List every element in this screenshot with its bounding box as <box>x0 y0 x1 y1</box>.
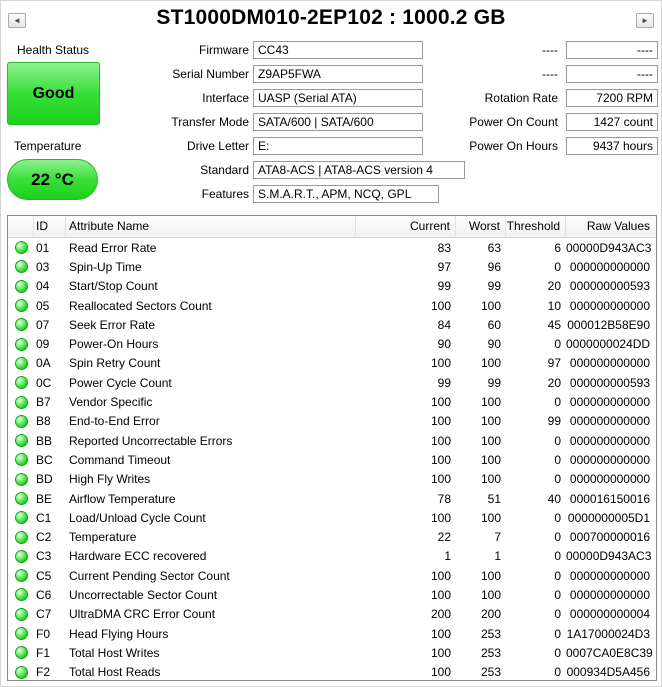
attr-current: 100 <box>430 452 451 467</box>
temperature-label: Temperature <box>14 139 82 153</box>
status-ok-led-icon <box>15 531 28 544</box>
attr-id: C1 <box>36 510 52 525</box>
transfer-mode-value: SATA/600 | SATA/600 <box>253 113 423 131</box>
attr-name: Seek Error Rate <box>69 317 156 332</box>
status-ok-led-icon <box>15 550 28 563</box>
attr-id: B8 <box>36 414 51 429</box>
firmware-label: Firmware <box>199 43 249 57</box>
row-status-cell <box>8 643 34 662</box>
rotation-rate-field <box>421 89 658 107</box>
smart-attribute-table <box>7 215 657 681</box>
attr-current: 100 <box>430 587 451 602</box>
table-row[interactable] <box>8 334 656 353</box>
attr-raw: 1A17000024D3 <box>566 626 650 641</box>
attr-raw: 000000000000 <box>569 568 650 583</box>
attr-threshold: 0 <box>554 510 561 525</box>
table-row[interactable] <box>8 527 656 546</box>
drive-letter-field <box>61 137 423 155</box>
attr-raw: 0000000024DD <box>566 337 651 352</box>
power-on-count-field <box>421 113 658 131</box>
unknown-field-1-label: ---- <box>542 43 558 57</box>
attr-worst: 96 <box>487 259 501 274</box>
col-header-status[interactable] <box>8 216 34 237</box>
attr-current: 100 <box>430 356 451 371</box>
attr-worst: 100 <box>480 587 501 602</box>
rotation-rate-value: 7200 RPM <box>566 89 658 107</box>
attr-raw: 000012B58E90 <box>567 317 650 332</box>
drive-letter-label: Drive Letter <box>186 139 249 153</box>
attr-threshold: 0 <box>554 530 561 545</box>
attr-name: High Fly Writes <box>69 472 151 487</box>
attr-name: Reallocated Sectors Count <box>69 298 212 313</box>
features-value: S.M.A.R.T., APM, NCQ, GPL <box>253 185 439 203</box>
attr-worst: 253 <box>480 665 501 680</box>
table-row[interactable] <box>8 431 656 450</box>
status-ok-led-icon <box>15 396 28 409</box>
status-ok-led-icon <box>15 588 28 601</box>
attr-name: Start/Stop Count <box>69 279 158 294</box>
health-status-button[interactable]: Good <box>7 62 100 125</box>
attr-current: 100 <box>430 510 451 525</box>
attr-raw: 000000000000 <box>569 452 650 467</box>
attr-raw: 000000000000 <box>569 433 650 448</box>
attr-raw: 0007CA0E8C39 <box>566 645 653 660</box>
smart-table-body <box>8 238 656 681</box>
status-ok-led-icon <box>15 299 28 312</box>
firmware-value: CC43 <box>253 41 423 59</box>
attr-name: Hardware ECC recovered <box>69 549 207 564</box>
table-row[interactable] <box>8 315 656 334</box>
standard-label: Standard <box>200 163 249 177</box>
attr-worst: 200 <box>480 607 501 622</box>
status-ok-led-icon <box>15 434 28 447</box>
row-status-cell <box>8 373 34 392</box>
interface-label: Interface <box>202 91 249 105</box>
attr-worst: 90 <box>487 337 501 352</box>
attr-id: BD <box>36 472 53 487</box>
attr-id: 09 <box>36 337 50 352</box>
status-ok-led-icon <box>15 376 28 389</box>
attr-worst: 99 <box>487 375 501 390</box>
row-status-cell <box>8 547 34 566</box>
interface-value: UASP (Serial ATA) <box>253 89 423 107</box>
features-label: Features <box>201 187 249 201</box>
table-row[interactable] <box>8 566 656 585</box>
attr-current: 100 <box>430 665 451 680</box>
attr-worst: 100 <box>480 568 501 583</box>
attr-id: C7 <box>36 607 52 622</box>
unknown-field-2-value: ---- <box>566 65 658 83</box>
status-ok-led-icon <box>15 492 28 505</box>
attr-worst: 63 <box>487 240 501 255</box>
power-on-hours-value: 9437 hours <box>566 137 658 155</box>
table-row[interactable] <box>8 585 656 604</box>
attr-raw: 000934D5A456 <box>566 665 650 680</box>
attr-current: 100 <box>430 472 451 487</box>
unknown-field-1 <box>421 41 658 59</box>
temperature-button[interactable]: 22 °C <box>7 159 98 200</box>
attr-threshold: 10 <box>547 298 561 313</box>
attr-current: 100 <box>430 568 451 583</box>
attr-name: Command Timeout <box>69 452 171 467</box>
attr-name: Temperature <box>69 530 137 545</box>
table-row[interactable] <box>8 412 656 431</box>
standard-field <box>61 161 465 179</box>
unknown-field-2-label: ---- <box>542 67 558 81</box>
attr-raw: 000016150016 <box>569 491 650 506</box>
attr-raw: 00000D943AC3 <box>566 549 652 564</box>
attr-raw: 000000000000 <box>569 298 650 313</box>
attr-name: Total Host Reads <box>69 665 161 680</box>
attr-raw: 000000000000 <box>569 414 650 429</box>
attr-worst: 253 <box>480 626 501 641</box>
unknown-field-2 <box>421 65 658 83</box>
row-status-cell <box>8 354 34 373</box>
col-header-worst[interactable]: Worst <box>456 216 506 237</box>
next-disk-button[interactable] <box>636 13 654 28</box>
attr-id: F1 <box>36 645 51 660</box>
attr-threshold: 0 <box>554 568 561 583</box>
rotation-rate-label: Rotation Rate <box>484 91 558 105</box>
row-status-cell <box>8 527 34 546</box>
attr-current: 84 <box>437 317 451 332</box>
row-status-cell <box>8 392 34 411</box>
attr-threshold: 0 <box>554 472 561 487</box>
attr-name: Power-On Hours <box>69 337 159 352</box>
attr-raw: 000000000000 <box>569 259 650 274</box>
attr-threshold: 0 <box>554 433 561 448</box>
col-header-id[interactable]: ID <box>34 216 66 237</box>
row-status-cell <box>8 508 34 527</box>
standard-value: ATA8-ACS | ATA8-ACS version 4 <box>253 161 465 179</box>
features-field <box>61 185 439 203</box>
table-row[interactable] <box>8 450 656 469</box>
row-status-cell <box>8 624 34 643</box>
table-header-row <box>8 216 656 238</box>
status-ok-led-icon <box>15 241 28 254</box>
attr-name: Total Host Writes <box>69 645 160 660</box>
status-ok-led-icon <box>15 318 28 331</box>
attr-name: Head Flying Hours <box>69 626 169 641</box>
attr-worst: 99 <box>487 279 501 294</box>
row-status-cell <box>8 315 34 334</box>
health-status-label: Health Status <box>17 43 90 57</box>
row-status-cell <box>8 431 34 450</box>
attr-worst: 100 <box>480 395 501 410</box>
serial-number-field <box>61 65 423 83</box>
attr-threshold: 0 <box>554 607 561 622</box>
status-ok-led-icon <box>15 357 28 370</box>
attr-current: 22 <box>437 530 451 545</box>
attr-name: Spin-Up Time <box>69 259 142 274</box>
status-ok-led-icon <box>15 473 28 486</box>
row-status-cell <box>8 470 34 489</box>
attr-name: End-to-End Error <box>69 414 160 429</box>
attr-raw: 0000000005D1 <box>567 510 650 525</box>
attr-raw: 00000D943AC3 <box>566 240 652 255</box>
attr-worst: 51 <box>487 491 501 506</box>
attr-id: 0A <box>36 356 51 371</box>
attr-name: Airflow Temperature <box>69 491 176 506</box>
attr-threshold: 0 <box>554 395 561 410</box>
table-row[interactable] <box>8 643 656 662</box>
attr-threshold: 0 <box>554 337 561 352</box>
table-row[interactable] <box>8 354 656 373</box>
attr-worst: 100 <box>480 510 501 525</box>
status-ok-led-icon <box>15 338 28 351</box>
table-row[interactable] <box>8 257 656 276</box>
table-row[interactable] <box>8 489 656 508</box>
attr-raw: 000000000004 <box>569 607 650 622</box>
attr-worst: 1 <box>494 549 501 564</box>
attr-id: 05 <box>36 298 50 313</box>
col-header-attribute-name[interactable]: Attribute Name <box>66 216 356 237</box>
table-row[interactable] <box>8 238 656 257</box>
table-row[interactable] <box>8 277 656 296</box>
attr-threshold: 99 <box>547 414 561 429</box>
table-row[interactable] <box>8 392 656 411</box>
attr-current: 99 <box>437 279 451 294</box>
attr-name: Spin Retry Count <box>69 356 161 371</box>
attr-name: Reported Uncorrectable Errors <box>69 433 233 448</box>
attr-threshold: 20 <box>547 375 561 390</box>
attr-current: 100 <box>430 433 451 448</box>
table-row[interactable] <box>8 663 656 681</box>
attr-current: 90 <box>437 337 451 352</box>
attr-id: C5 <box>36 568 52 583</box>
status-ok-led-icon <box>15 627 28 640</box>
power-on-hours-label: Power On Hours <box>469 139 558 153</box>
attr-id: BE <box>36 491 53 506</box>
table-row[interactable] <box>8 508 656 527</box>
attr-id: 03 <box>36 259 50 274</box>
attr-name: Current Pending Sector Count <box>69 568 230 583</box>
attr-threshold: 0 <box>554 587 561 602</box>
attr-threshold: 40 <box>547 491 561 506</box>
row-status-cell <box>8 334 34 353</box>
right-arrow-icon: ► <box>641 15 649 25</box>
attr-id: 07 <box>36 317 50 332</box>
attr-id: C2 <box>36 530 52 545</box>
firmware-field <box>61 41 423 59</box>
attr-worst: 7 <box>494 530 501 545</box>
attr-current: 100 <box>430 395 451 410</box>
attr-current: 78 <box>437 491 451 506</box>
attr-worst: 100 <box>480 356 501 371</box>
attr-worst: 100 <box>480 433 501 448</box>
interface-field <box>61 89 423 107</box>
attr-id: 0C <box>36 375 52 390</box>
attr-current: 1 <box>444 549 451 564</box>
attr-id: 01 <box>36 240 50 255</box>
status-ok-led-icon <box>15 608 28 621</box>
attr-threshold: 0 <box>554 452 561 467</box>
attr-threshold: 0 <box>554 645 561 660</box>
table-row[interactable] <box>8 470 656 489</box>
attr-id: C6 <box>36 587 52 602</box>
row-status-cell <box>8 412 34 431</box>
drive-letter-value: E: <box>253 137 423 155</box>
status-ok-led-icon <box>15 666 28 679</box>
col-header-raw-values[interactable]: Raw Values <box>586 219 650 233</box>
attr-threshold: 0 <box>554 259 561 274</box>
attr-threshold: 20 <box>547 279 561 294</box>
status-ok-led-icon <box>15 569 28 582</box>
power-on-count-value: 1427 count <box>566 113 658 131</box>
table-row[interactable] <box>8 547 656 566</box>
table-row[interactable] <box>8 605 656 624</box>
row-status-cell <box>8 489 34 508</box>
attr-current: 99 <box>437 375 451 390</box>
attr-raw: 000700000016 <box>569 530 650 545</box>
serial-number-value: Z9AP5FWA <box>253 65 423 83</box>
attr-id: BC <box>36 452 53 467</box>
attr-name: Power Cycle Count <box>69 375 172 390</box>
attr-name: Vendor Specific <box>69 395 153 410</box>
attr-threshold: 0 <box>554 665 561 680</box>
power-on-hours-field <box>421 137 658 155</box>
attr-worst: 253 <box>480 645 501 660</box>
attr-current: 100 <box>430 645 451 660</box>
table-row[interactable] <box>8 296 656 315</box>
row-status-cell <box>8 238 34 257</box>
status-ok-led-icon <box>15 646 28 659</box>
status-ok-led-icon <box>15 280 28 293</box>
table-row[interactable] <box>8 373 656 392</box>
attr-raw: 000000000593 <box>569 375 650 390</box>
serial-number-label: Serial Number <box>172 67 249 81</box>
attr-raw: 000000000593 <box>569 279 650 294</box>
attr-current: 83 <box>437 240 451 255</box>
col-header-current[interactable]: Current <box>356 216 456 237</box>
status-ok-led-icon <box>15 453 28 466</box>
attr-name: Read Error Rate <box>69 240 157 255</box>
attr-raw: 000000000000 <box>569 356 650 371</box>
table-row[interactable] <box>8 624 656 643</box>
attr-current: 100 <box>430 414 451 429</box>
attr-threshold: 0 <box>554 549 561 564</box>
attr-threshold: 0 <box>554 626 561 641</box>
attr-id: B7 <box>36 395 51 410</box>
attr-id: 04 <box>36 279 50 294</box>
attr-current: 200 <box>430 607 451 622</box>
attr-current: 100 <box>430 298 451 313</box>
attr-raw: 000000000000 <box>569 587 650 602</box>
row-status-cell <box>8 566 34 585</box>
left-arrow-icon: ◄ <box>13 15 21 25</box>
power-on-count-label: Power On Count <box>469 115 558 129</box>
attr-threshold: 97 <box>547 356 561 371</box>
row-status-cell <box>8 296 34 315</box>
status-ok-led-icon <box>15 415 28 428</box>
row-status-cell <box>8 663 34 681</box>
attr-id: BB <box>36 433 53 448</box>
disk-title: ST1000DM010-2EP102 : 1000.2 GB <box>156 6 506 29</box>
attr-worst: 100 <box>480 298 501 313</box>
attr-id: F0 <box>36 626 51 641</box>
row-status-cell <box>8 605 34 624</box>
transfer-mode-field <box>61 113 423 131</box>
attr-current: 100 <box>430 626 451 641</box>
attr-worst: 100 <box>480 414 501 429</box>
row-status-cell <box>8 277 34 296</box>
attr-threshold: 6 <box>554 240 561 255</box>
attr-threshold: 45 <box>547 317 561 332</box>
attr-worst: 60 <box>487 317 501 332</box>
attr-id: C3 <box>36 549 52 564</box>
attr-id: F2 <box>36 665 51 680</box>
col-header-threshold[interactable]: Threshold <box>506 216 566 237</box>
attr-worst: 100 <box>480 472 501 487</box>
attr-raw: 000000000000 <box>569 395 650 410</box>
status-ok-led-icon <box>15 260 28 273</box>
attr-current: 97 <box>437 259 451 274</box>
row-status-cell <box>8 450 34 469</box>
row-status-cell <box>8 257 34 276</box>
attr-name: Uncorrectable Sector Count <box>69 587 218 602</box>
attr-raw: 000000000000 <box>569 472 650 487</box>
unknown-field-1-value: ---- <box>566 41 658 59</box>
attr-name: UltraDMA CRC Error Count <box>69 607 216 622</box>
status-ok-led-icon <box>15 511 28 524</box>
attr-worst: 100 <box>480 452 501 467</box>
attr-name: Load/Unload Cycle Count <box>69 510 206 525</box>
row-status-cell <box>8 585 34 604</box>
transfer-mode-label: Transfer Mode <box>171 115 249 129</box>
